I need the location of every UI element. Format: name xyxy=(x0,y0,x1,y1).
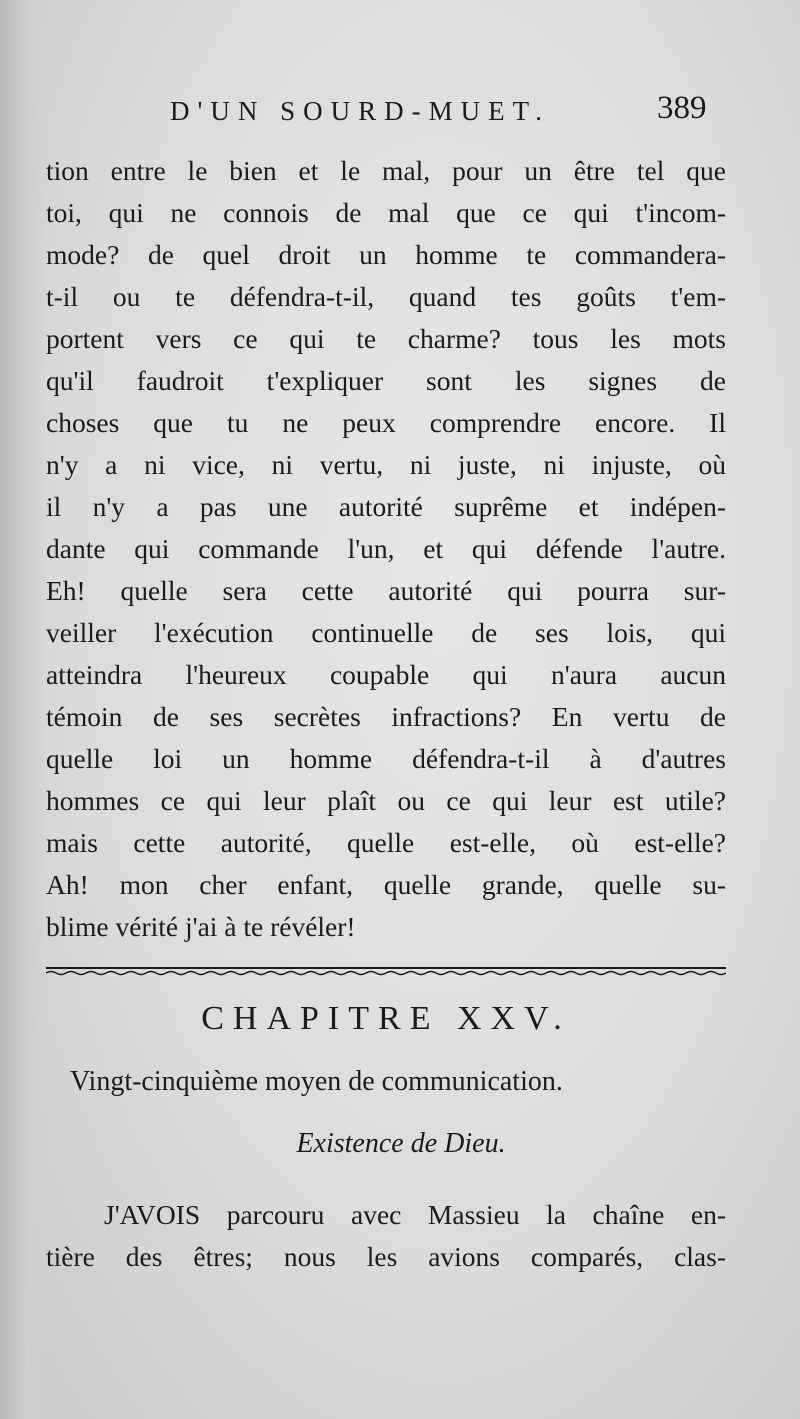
page-gutter-shadow xyxy=(0,0,46,1419)
text-line: choses que tu ne peux comprendre encore. Il xyxy=(46,407,726,438)
running-head: D'UN SOURD-MUET. xyxy=(170,96,550,126)
chapter-divider-rule xyxy=(46,966,726,976)
text-line: atteindra l'heureux coupable qui n'aura aucun xyxy=(46,659,726,690)
text-line: J'AVOIS parcouru avec Massieu la chaîne en- xyxy=(104,1199,726,1230)
text-line: tion entre le bien et le mal, pour un être tel que xyxy=(46,155,726,186)
text-line: témoin de ses secrètes infractions? En vertu de xyxy=(46,701,726,732)
paragraph-1 xyxy=(46,150,726,948)
paragraph-2 xyxy=(46,1194,726,1278)
text-line: mais cette autorité, quelle est-elle, où est-elle? xyxy=(46,827,726,858)
text-line: blime vérité j'ai à te révéler! xyxy=(46,911,356,942)
text-line: Ah! mon cher enfant, quelle grande, quelle su- xyxy=(46,869,726,900)
text-line: qu'il faudroit t'expliquer sont les signes de xyxy=(46,365,726,396)
text-line: dante qui commande l'un, et qui défende l'autre. xyxy=(46,533,726,564)
text-line: quelle loi un homme défendra-t-il à d'autres xyxy=(46,743,726,774)
text-line: t-il ou te défendra-t-il, quand tes goûts t'em- xyxy=(46,281,726,312)
text-line: toi, qui ne connois de mal que ce qui t'incom- xyxy=(46,197,726,228)
text-line: Eh! quelle sera cette autorité qui pourra sur- xyxy=(46,575,726,606)
text-line: veiller l'exécution continuelle de ses lois, qui xyxy=(46,617,726,648)
text-line: hommes ce qui leur plaît ou ce qui leur est utile? xyxy=(46,785,726,816)
text-line: n'y a ni vice, ni vertu, ni juste, ni injuste, où xyxy=(46,449,726,480)
text-line: il n'y a pas une autorité suprême et indépen- xyxy=(46,491,726,522)
chapter-subtitle: Vingt-cinquième moyen de communication. xyxy=(70,1066,563,1097)
text-line: tière des êtres; nous les avions comparés, clas- xyxy=(46,1241,726,1272)
page-number: 389 xyxy=(657,90,707,126)
chapter-section-title: Existence de Dieu. xyxy=(296,1128,506,1159)
text-line: portent vers ce qui te charme? tous les mots xyxy=(46,323,726,354)
text-line: mode? de quel droit un homme te commandera- xyxy=(46,239,726,270)
chapter-title: CHAPITRE XXV. xyxy=(201,1000,571,1037)
